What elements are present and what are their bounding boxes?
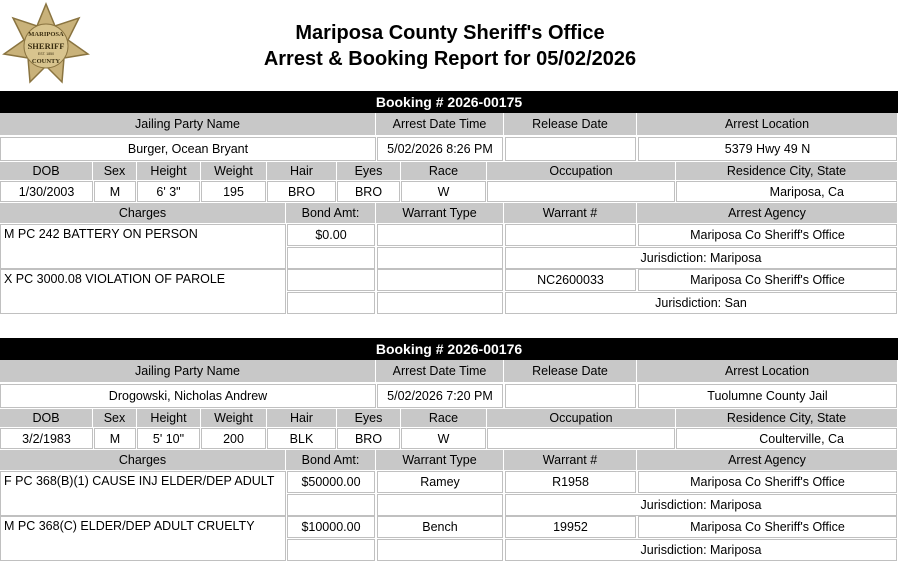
release-date xyxy=(505,137,636,161)
charge-text: F PC 368(B)(1) CAUSE INJ ELDER/DEP ADULT xyxy=(0,471,286,516)
warrant-type-header: Warrant Type xyxy=(376,450,504,470)
bond-header: Bond Amt: xyxy=(286,450,376,470)
sheriff-badge-icon xyxy=(2,2,90,90)
arrest-agency: Mariposa Co Sheriff's Office xyxy=(638,224,897,246)
weight-value: 195 xyxy=(201,181,266,202)
warrant-num-header: Warrant # xyxy=(504,450,637,470)
warrant-type xyxy=(377,224,503,246)
arrest-datetime: 5/02/2026 8:26 PM xyxy=(377,137,503,161)
jurisdiction: Jurisdiction: Mariposa xyxy=(505,539,897,561)
charges-header: Charges xyxy=(0,203,286,223)
bond-amount: $10000.00 xyxy=(287,516,375,538)
warrant-type-header: Warrant Type xyxy=(376,203,504,223)
occupation-value xyxy=(487,428,675,449)
height-header: Height xyxy=(137,409,201,427)
warrant-blank xyxy=(377,494,503,516)
hair-value: BRO xyxy=(267,181,336,202)
weight-header: Weight xyxy=(201,162,267,180)
dob-value: 3/2/1983 xyxy=(0,428,93,449)
charge-text: M PC 242 BATTERY ON PERSON xyxy=(0,224,286,269)
dob-value: 1/30/2003 xyxy=(0,181,93,202)
sex-header: Sex xyxy=(93,162,137,180)
bond-amount xyxy=(287,269,375,291)
badge-small-text: EST. 1850 xyxy=(37,52,55,56)
bond-amount: $0.00 xyxy=(287,224,375,246)
dob-header: DOB xyxy=(0,162,93,180)
release-date-header: Release Date xyxy=(504,360,637,382)
booking-title: Booking # 2026-00176 xyxy=(0,338,898,360)
height-value: 6' 3" xyxy=(137,181,200,202)
occupation-value xyxy=(487,181,675,202)
race-header: Race xyxy=(401,409,487,427)
badge-mid-text: SHERIFF xyxy=(27,41,65,51)
warrant-number xyxy=(505,224,636,246)
badge-bottom-text: COUNTY xyxy=(31,58,61,65)
sex-value: M xyxy=(94,181,136,202)
height-value: 5' 10" xyxy=(137,428,200,449)
arrest-location: 5379 Hwy 49 N xyxy=(638,137,897,161)
arrest-datetime: 5/02/2026 7:20 PM xyxy=(377,384,503,408)
report-subtitle: Arrest & Booking Report for 05/02/2026 xyxy=(263,48,637,70)
occupation-header: Occupation xyxy=(487,409,676,427)
charges-header: Charges xyxy=(0,450,286,470)
residence-header: Residence City, State xyxy=(676,409,898,427)
eyes-value: BRO xyxy=(337,428,400,449)
arrest-datetime-header: Arrest Date Time xyxy=(376,360,504,382)
warrant-type: Ramey xyxy=(377,471,503,493)
occupation-header: Occupation xyxy=(487,162,676,180)
jurisdiction: Jurisdiction: San xyxy=(505,292,897,314)
residence-value: Mariposa, Ca xyxy=(676,181,897,202)
residence-header: Residence City, State xyxy=(676,162,898,180)
eyes-value: BRO xyxy=(337,181,400,202)
warrant-type xyxy=(377,269,503,291)
weight-header: Weight xyxy=(201,409,267,427)
dob-header: DOB xyxy=(0,409,93,427)
release-date-header: Release Date xyxy=(504,113,637,135)
race-value: W xyxy=(401,428,486,449)
warrant-blank xyxy=(377,539,503,561)
charge-text: X PC 3000.08 VIOLATION OF PAROLE xyxy=(0,269,286,314)
hair-header: Hair xyxy=(267,162,337,180)
residence-value: Coulterville, Ca xyxy=(676,428,897,449)
charge-text: M PC 368(C) ELDER/DEP ADULT CRUELTY xyxy=(0,516,286,561)
arrest-agency: Mariposa Co Sheriff's Office xyxy=(638,471,897,493)
hair-value: BLK xyxy=(267,428,336,449)
arrest-datetime-header: Arrest Date Time xyxy=(376,113,504,135)
report-title: Mariposa County Sheriff's Office xyxy=(295,22,605,44)
bond-amount: $50000.00 xyxy=(287,471,375,493)
release-date xyxy=(505,384,636,408)
arrest-agency: Mariposa Co Sheriff's Office xyxy=(638,269,897,291)
warrant-blank xyxy=(377,292,503,314)
bond-blank xyxy=(287,494,375,516)
arrest-agency: Mariposa Co Sheriff's Office xyxy=(638,516,897,538)
bond-blank xyxy=(287,539,375,561)
arrest-location-header: Arrest Location xyxy=(637,360,898,382)
race-header: Race xyxy=(401,162,487,180)
arrest-agency-header: Arrest Agency xyxy=(637,203,898,223)
warrant-num-header: Warrant # xyxy=(504,203,637,223)
warrant-number: NC2600033 xyxy=(505,269,636,291)
warrant-number: 19952 xyxy=(505,516,636,538)
inmate-name: Drogowski, Nicholas Andrew xyxy=(0,384,376,408)
jurisdiction: Jurisdiction: Mariposa xyxy=(505,247,897,269)
warrant-blank xyxy=(377,247,503,269)
sex-header: Sex xyxy=(93,409,137,427)
weight-value: 200 xyxy=(201,428,266,449)
bond-blank xyxy=(287,247,375,269)
warrant-type: Bench xyxy=(377,516,503,538)
arrest-agency-header: Arrest Agency xyxy=(637,450,898,470)
booking-title: Booking # 2026-00175 xyxy=(0,91,898,113)
height-header: Height xyxy=(137,162,201,180)
inmate-name: Burger, Ocean Bryant xyxy=(0,137,376,161)
jailing-party-header: Jailing Party Name xyxy=(0,113,376,135)
jurisdiction: Jurisdiction: Mariposa xyxy=(505,494,897,516)
jailing-party-header: Jailing Party Name xyxy=(0,360,376,382)
warrant-number: R1958 xyxy=(505,471,636,493)
sex-value: M xyxy=(94,428,136,449)
bond-header: Bond Amt: xyxy=(286,203,376,223)
arrest-location-header: Arrest Location xyxy=(637,113,898,135)
bond-blank xyxy=(287,292,375,314)
eyes-header: Eyes xyxy=(337,409,401,427)
badge-top-text: MARIPOSA xyxy=(28,31,64,38)
eyes-header: Eyes xyxy=(337,162,401,180)
race-value: W xyxy=(401,181,486,202)
hair-header: Hair xyxy=(267,409,337,427)
arrest-location: Tuolumne County Jail xyxy=(638,384,897,408)
